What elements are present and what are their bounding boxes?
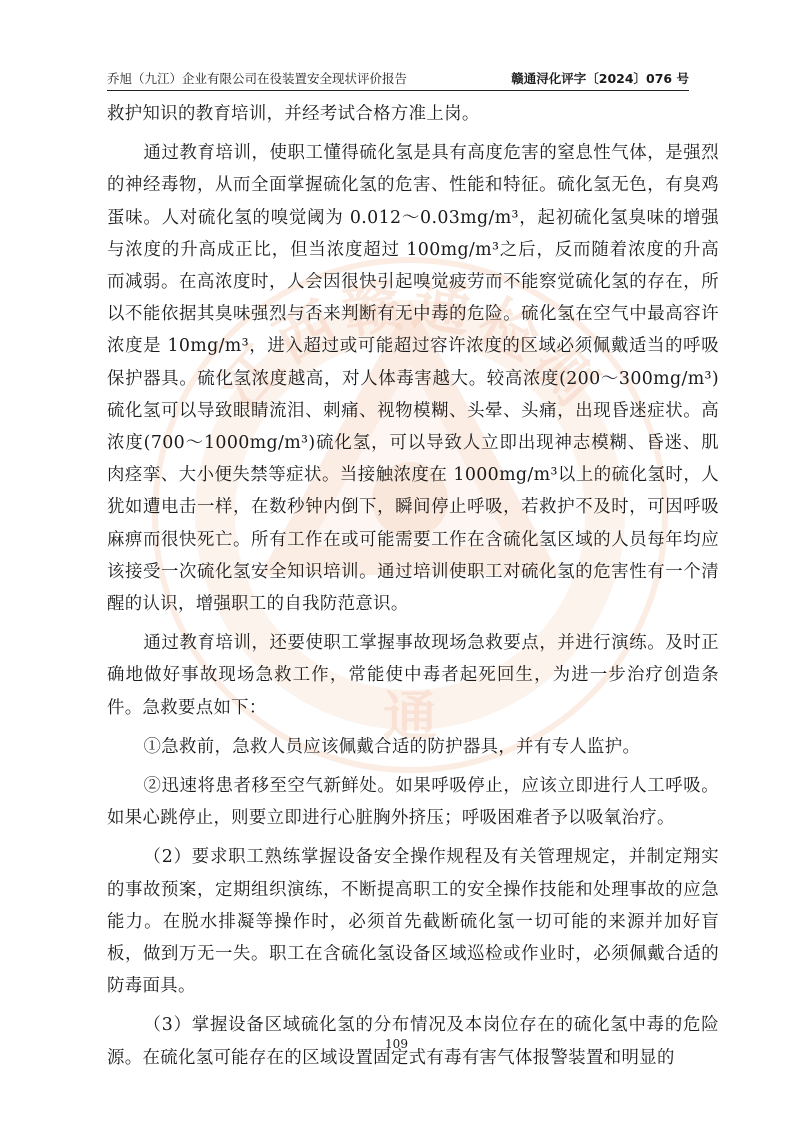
report-number: 赣通浔化评字〔2024〕076 号 <box>511 71 689 86</box>
watermark-bottom-text: 通 <box>383 685 437 748</box>
page-header <box>107 68 689 91</box>
paragraph-first-aid-step-1: ①急救前，急救人员应该佩戴合适的防护器具，并有专人监护。 <box>143 736 641 757</box>
report-title: 乔旭（九江）企业有限公司在役装置安全现状评价报告 <box>107 71 408 86</box>
paragraph-item-2: （2）要求职工熟练掌握设备安全操作规程及有关管理规定，并制定翔实的事故预案，定期组织演练，不断提高职工的安全操作技能和处理事故的应急能力。在脱水排凝等操作时，必须首先截断硫化氢一切可能的来源并加好盲板，做到万无一失。职工在含硫化氢设备区域巡检或作业时，必须佩戴合适的防毒面具。 <box>107 847 719 997</box>
paragraph-h2s-hazards: 通过教育培训，使职工懂得硫化氢是具有高度危害的窒息性气体，是强烈的神经毒物，从而全面掌握硫化氢的危害、性能和特征。硫化氢无色，有臭鸡蛋味。人对硫化氢的嗅觉阈为 0.012～0.03mg/m³，起初硫化氢臭味的增强与浓度的升高成正比，但当浓度超过 100mg/m³之后，反而随着浓度的升高而减弱。在高浓度时，人会因很快引起嗅觉疲劳而不能察觉硫化氢的存在，所以不能依据其臭味强烈与否来判断有无中毒的危险。硫化氢在空气中最高容许浓度是 10mg/m³，进入超过或可能超过容许浓度的区域必须佩戴适当的呼吸保护器具。硫化氢浓度越高，对人体毒害越大。较高浓度(200～300mg/m³)硫化氢可以导致眼睛流泪、刺痛、视物模糊、头晕、头痛，出现昏迷症状。高浓度(700～1000mg/m³)硫化氢，可以导致人立即出现神志模糊、昏迷、肌肉痉挛、大小便失禁等症状。当接触浓度在 1000mg/m³以上的硫化氢时，人犹如遭电击一样，在数秒钟内倒下，瞬间停止呼吸，若救护不及时，可因呼吸麻痹而很快死亡。所有工作在或可能需要工作在含硫化氢区域的人员每年均应该接受一次硫化氢安全知识培训。通过培训使职工对硫化氢的危害性有一个清醒的认识，增强职工的自我防范意识。 <box>107 143 719 615</box>
paragraph-item-3: （3）掌握设备区域硫化氢的分布情况及本岗位存在的硫化氢中毒的危险源。在硫化氢可能存在的区域设置固定式有毒有害气体报警装置和明显的 <box>107 1015 719 1068</box>
paragraph-first-aid-step-2: ②迅速将患者移至空气新鲜处。如果呼吸停止，应该立即进行人工呼吸。如果心跳停止，则要立即进行心脏胸外挤压；呼吸困难者予以吸氧治疗。 <box>107 776 719 829</box>
paragraph-continuation: 救护知识的教育培训，并经考试合格方准上岗。 <box>107 104 480 124</box>
paragraph-first-aid-intro: 通过教育培训，还要使职工掌握事故现场急救要点，并进行演练。及时正确地做好事故现场急救工作，常能使中毒者起死回生，为进一步治疗创造条件。急救要点如下： <box>107 633 719 718</box>
watermark-arc-text: 江西赣通检测 <box>206 269 614 422</box>
page-number: 109 <box>385 1037 408 1051</box>
body-text <box>107 98 719 1074</box>
